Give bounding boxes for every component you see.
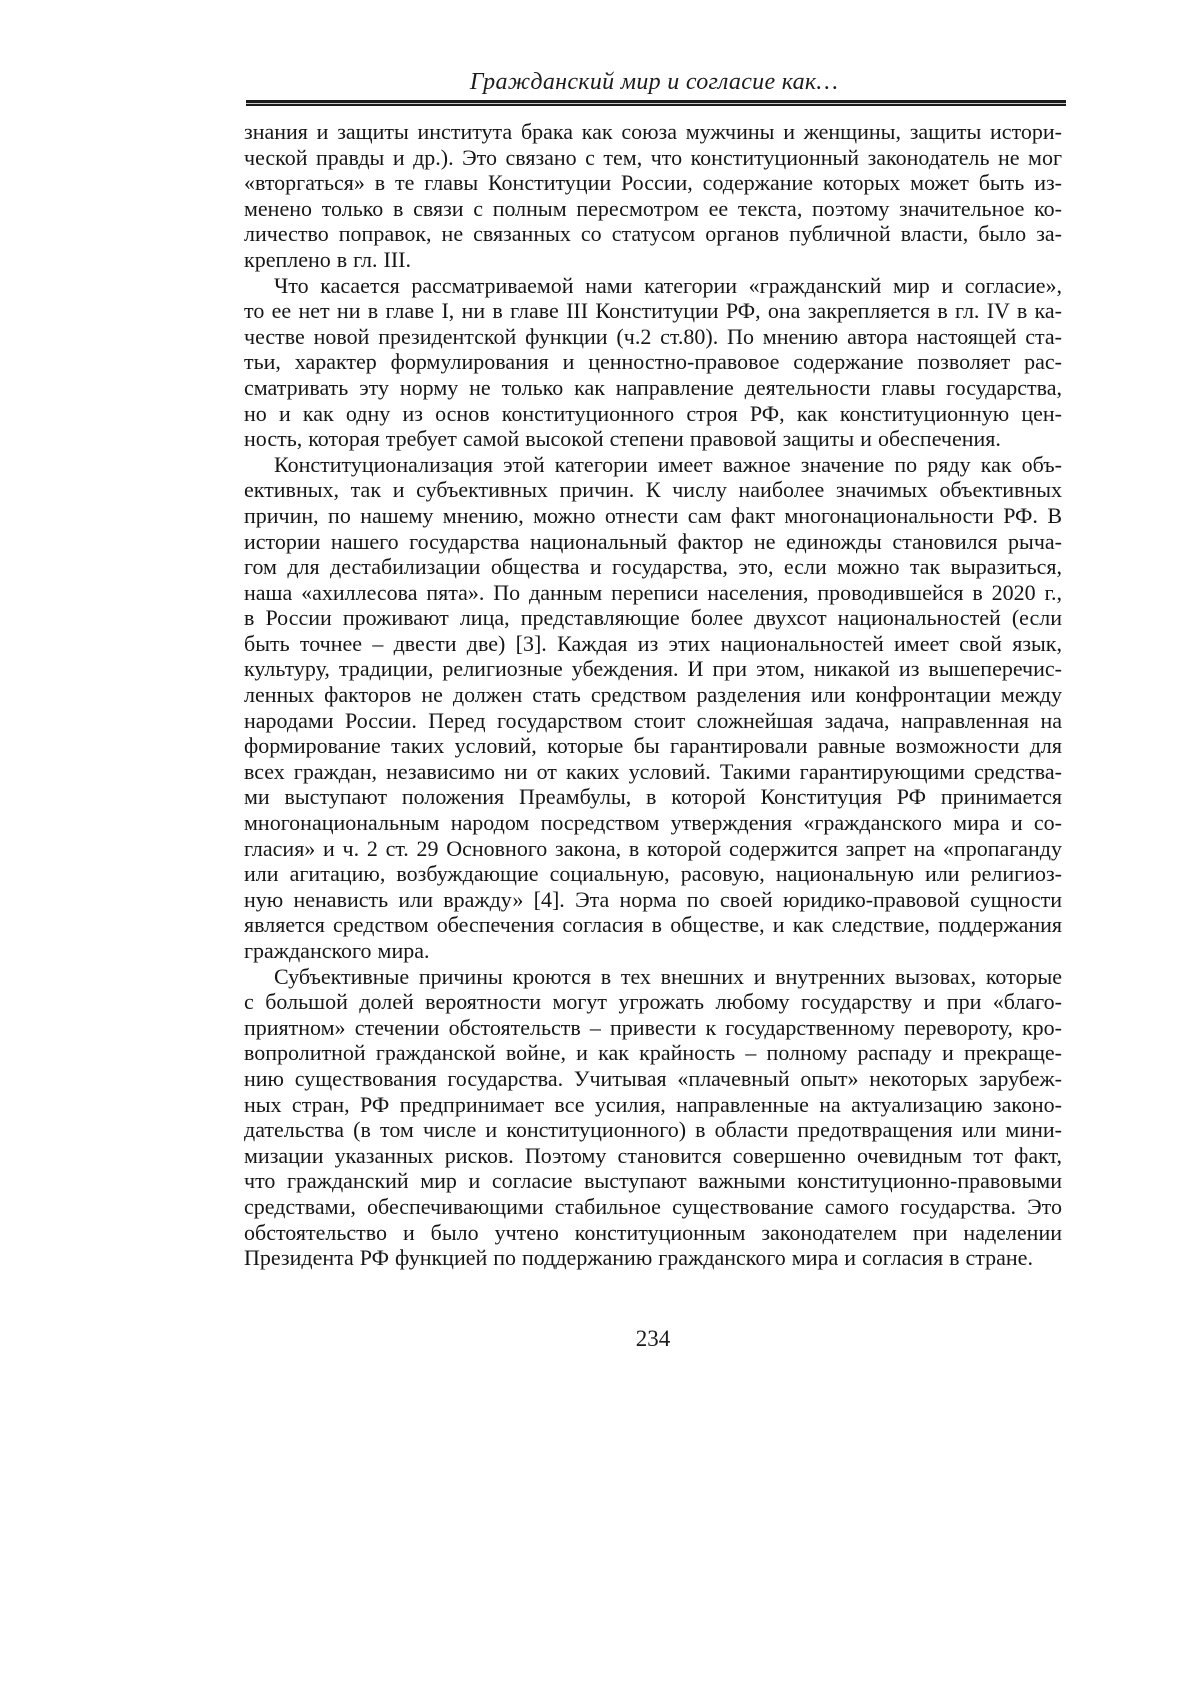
text-line: нию существования государства. Учитывая «плачевный опыт» некоторых зарубеж- [244, 1065, 1062, 1091]
text-line: быть точнее – двести две) [3]. Каждая из этих национальностей имеет свой язык, [244, 630, 1062, 656]
text-line: гом для дестабилизации общества и государства, это, если можно так выразиться, [244, 554, 1062, 580]
body-text [244, 119, 1062, 1271]
text-line: знания и защиты института брака как союза мужчины и женщины, защиты истори- [244, 119, 1062, 144]
text-line: ных стран, РФ предпринимает все усилия, направленные на актуализацию законо- [244, 1091, 1062, 1117]
text-line: обстоятельство и было учтено конституционным законодателем при наделении [244, 1219, 1062, 1245]
text-line: средствами, обеспечивающими стабильное существование самого государства. Это [244, 1193, 1062, 1219]
text-line: ческой правды и др.). Это связано с тем, что конституционный законодатель не мог [244, 144, 1062, 170]
text-line: приятном» стечении обстоятельств – привести к государственному перевороту, кро- [244, 1014, 1062, 1040]
text-line: гражданского мира. [244, 938, 430, 963]
text-line: является средством обеспечения согласия в обществе, и как следствие, поддержания [244, 912, 1062, 938]
text-line: тьи, характер формулирования и ценностно-правовое содержание позволяет рас- [244, 349, 1062, 375]
text-line: ную ненависть или вражду» [4]. Эта норма по своей юридико-правовой сущности [244, 886, 1062, 912]
text-line: ность, которая требует самой высокой степени правовой защиты и обеспечения. [244, 426, 1001, 452]
text-line: многонациональным народом посредством утверждения «гражданского мира и со- [244, 810, 1062, 836]
text-line: всех граждан, независимо ни от каких условий. Такими гарантирующими средства- [244, 758, 1062, 784]
header-rule [246, 100, 1066, 106]
text-line: формирование таких условий, которые бы гарантировали равные возможности для [244, 733, 1062, 759]
text-line: что гражданский мир и согласие выступают важными конституционно-правовыми [244, 1168, 1062, 1194]
text-line: честве новой президентской функции (ч.2 ст.80). По мнению автора настоящей ста- [244, 323, 1062, 349]
text-line: сматривать эту норму не только как направление деятельности главы государства, [244, 374, 1062, 400]
text-line: Президента РФ функцией по поддержанию гражданского мира и согласия в стране. [244, 1245, 1033, 1271]
text-line: наша «ахиллесова пята». По данным переписи населения, проводившейся в 2020 г., [244, 579, 1062, 605]
text-line: креплено в гл. III. [244, 246, 411, 272]
text-line: истории нашего государства национальный фактор не единожды становился рыча- [244, 528, 1062, 554]
text-line: гласия» и ч. 2 ст. 29 Основного закона, в которой содержится запрет на «пропаганду [244, 835, 1062, 861]
text-line: ленных факторов не должен стать средством разделения или конфронтации между [244, 682, 1062, 708]
text-line: причин, по нашему мнению, можно отнести сам факт многонациональности РФ. В [244, 502, 1062, 528]
text-line: «вторгаться» в те главы Конституции России, содержание которых может быть из- [244, 170, 1062, 196]
text-line: личество поправок, не связанных со статусом органов публичной власти, было за- [244, 221, 1062, 247]
text-line: вопролитной гражданской войне, и как крайность – полному распаду и прекраще- [244, 1040, 1062, 1066]
text-line: то ее нет ни в главе I, ни в главе III Конституции РФ, она закрепляется в гл. IV в ка- [244, 298, 1062, 324]
text-line: но и как одну из основ конституционного строя РФ, как конституционную цен- [244, 400, 1062, 426]
text-line: или агитацию, возбуждающие социальную, расовую, национальную или религиоз- [244, 861, 1062, 887]
page-number: 234 [635, 1326, 671, 1351]
text-line: ективных, так и субъективных причин. К числу наиболее значимых объективных [244, 477, 1062, 503]
running-head: Гражданский мир и согласие как… [469, 69, 839, 95]
text-line: дательства (в том числе и конституционного) в области предотвращения или мини- [244, 1117, 1062, 1143]
text-line: народами России. Перед государством стоит сложнейшая задача, направленная на [244, 707, 1062, 733]
text-line: Что касается рассматриваемой нами категории «гражданский мир и согласие», [274, 272, 1062, 298]
text-line: ми выступают положения Преамбулы, в которой Конституция РФ принимается [244, 784, 1062, 810]
text-line: в России проживают лица, представляющие более двухсот национальностей (если [244, 605, 1062, 631]
text-line: Конституционализация этой категории имеет важное значение по ряду как объ- [274, 451, 1062, 477]
text-line: мизации указанных рисков. Поэтому становится совершенно очевидным тот факт, [244, 1142, 1062, 1168]
text-line: Субъективные причины кроются в тех внешних и внутренних вызовах, которые [274, 963, 1062, 989]
text-line: культуру, традиции, религиозные убеждения. И при этом, никакой из вышеперечис- [244, 656, 1062, 682]
text-line: с большой долей вероятности могут угрожать любому государству и при «благо- [244, 989, 1062, 1015]
text-line: менено только в связи с полным пересмотром ее текста, поэтому значительное ко- [244, 195, 1062, 221]
